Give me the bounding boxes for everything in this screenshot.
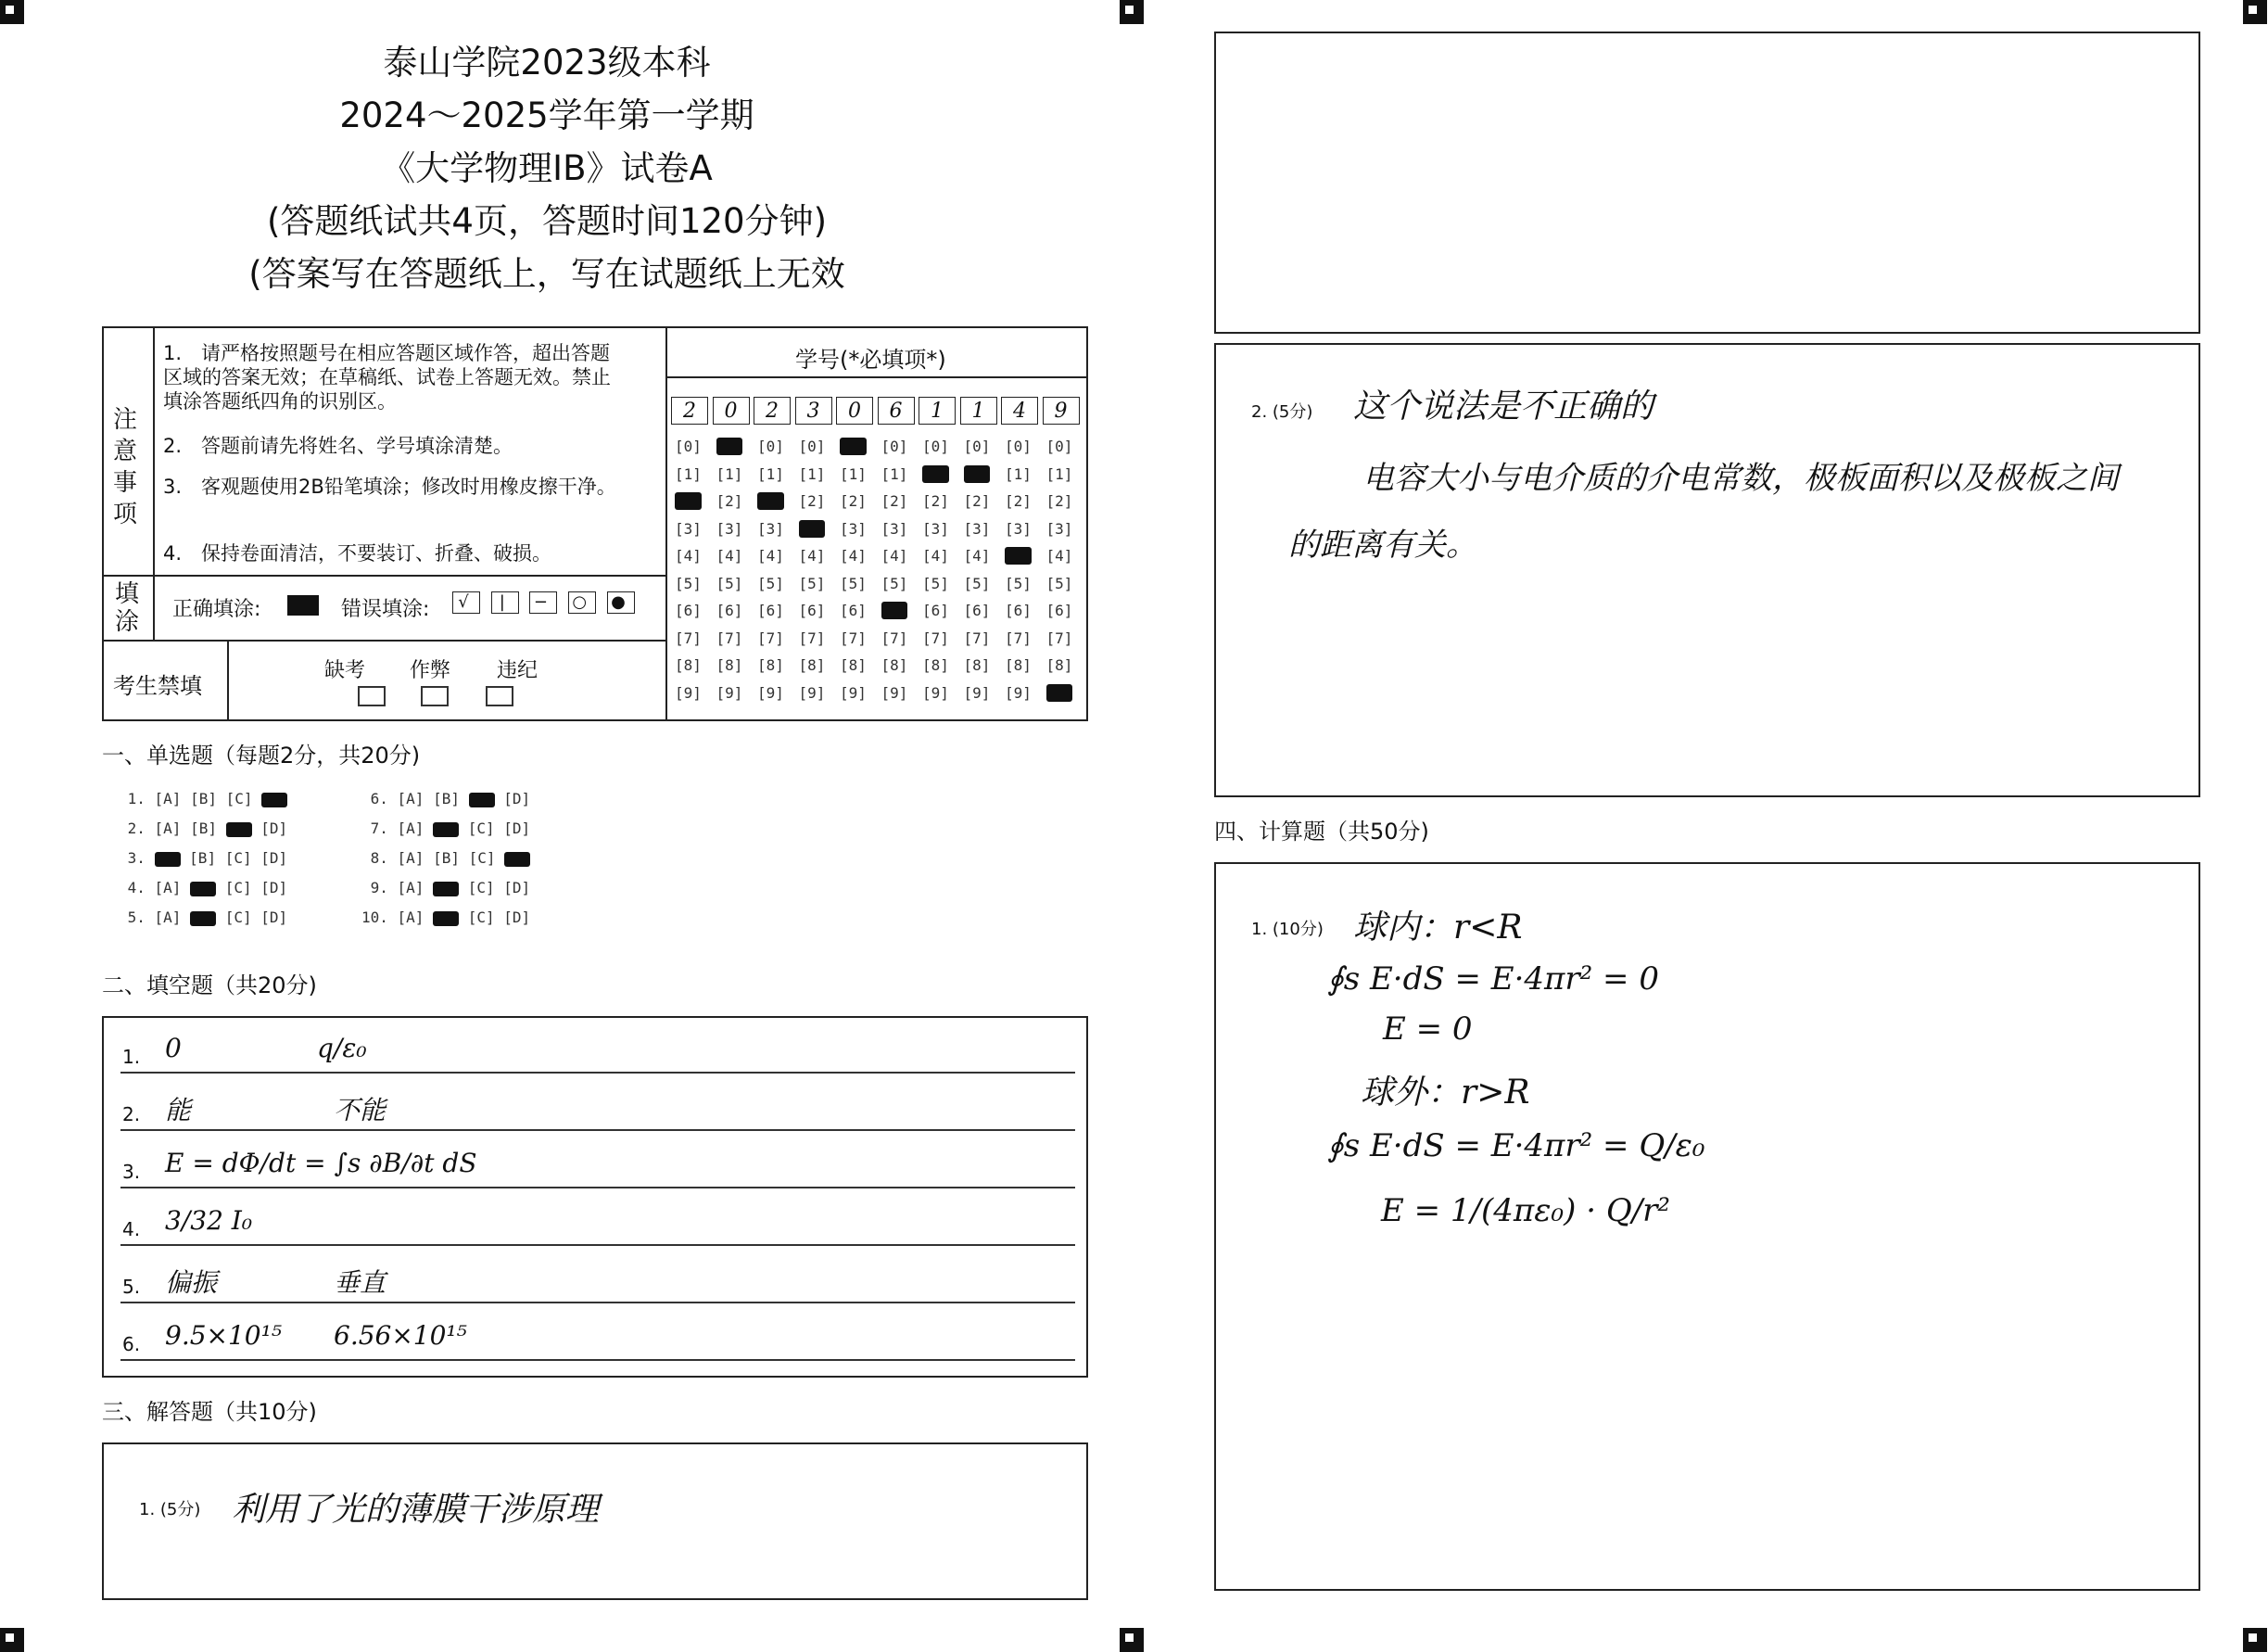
mc-option[interactable]: [C] — [468, 849, 496, 867]
section4-q1-line-1: 球内：r<R — [1353, 909, 1523, 947]
student-id-bubble[interactable]: [6] — [757, 602, 784, 619]
student-id-bubble[interactable]: [6] — [963, 602, 991, 619]
section3-q1-answer: 利用了光的薄膜干涉原理 — [232, 1491, 600, 1529]
student-id-bubble[interactable]: [5] — [963, 574, 991, 592]
corner-marker-bottom-right — [2243, 1628, 2267, 1652]
student-id-bubble-filled[interactable] — [799, 520, 826, 538]
student-id-bubble[interactable]: [2] — [922, 492, 949, 510]
header-line-5: (答案写在答题纸上，写在试题纸上无效 — [248, 254, 845, 294]
mc-question — [119, 790, 297, 807]
student-id-bubble[interactable]: [9] — [881, 683, 908, 702]
student-id-bubble[interactable]: [7] — [963, 629, 991, 647]
mc-option[interactable]: [B] — [190, 820, 217, 837]
student-id-bubble[interactable]: [5] — [881, 574, 908, 592]
student-id-bubble[interactable]: [8] — [798, 656, 826, 674]
student-id-bubble[interactable]: [4] — [675, 547, 702, 565]
student-id-bubble[interactable]: [6] — [1005, 602, 1032, 619]
student-id-bubble[interactable]: [4] — [716, 547, 743, 565]
mc-option[interactable]: [B] — [190, 790, 217, 807]
student-id-digit[interactable]: 3 — [795, 397, 832, 425]
mc-option[interactable]: [C] — [224, 879, 252, 896]
header-line-2: 2024～2025学年第一学期 — [339, 95, 754, 135]
student-id-bubble[interactable]: [0] — [1005, 438, 1032, 455]
corner-marker-top-left — [0, 0, 24, 24]
student-id-bubble-filled[interactable] — [675, 492, 702, 510]
mc-option[interactable]: [C] — [224, 909, 252, 926]
mc-option-filled[interactable] — [155, 852, 181, 867]
mc-option-filled[interactable] — [433, 911, 459, 926]
student-id-bubble-filled[interactable] — [881, 602, 908, 619]
student-id-bubble[interactable]: [0] — [881, 438, 908, 455]
corner-marker-bottom-middle — [1120, 1628, 1144, 1652]
student-id-bubble[interactable]: [0] — [922, 438, 949, 455]
blank-answer-a[interactable]: 3/32 I₀ — [165, 1205, 253, 1236]
mc-option[interactable]: [A] — [154, 879, 182, 896]
mc-option[interactable]: [A] — [397, 849, 424, 867]
mc-question-number: 10. — [361, 909, 398, 926]
student-id-bubble-filled[interactable] — [840, 438, 867, 455]
student-id-bubble[interactable]: [1] — [1045, 464, 1073, 483]
student-id-bubble[interactable]: [8] — [757, 656, 784, 674]
mc-question-number: 2. — [119, 820, 155, 837]
blank-number: 5. — [122, 1276, 141, 1298]
student-id-bubble[interactable]: [6] — [1045, 602, 1073, 619]
mc-option[interactable]: [B] — [433, 790, 460, 807]
student-id-bubble[interactable]: [8] — [963, 656, 991, 674]
student-id-bubble[interactable]: [7] — [840, 629, 867, 647]
student-id-bubble[interactable]: [9] — [798, 683, 826, 702]
section4-q1-label: 1. (10分) — [1251, 920, 1324, 939]
student-id-bubble[interactable]: [7] — [881, 629, 908, 647]
mc-option[interactable]: [D] — [503, 909, 531, 926]
mc-option[interactable]: [A] — [397, 790, 424, 807]
student-id-bubble[interactable]: [2] — [1045, 492, 1073, 510]
student-id-bubble[interactable]: [0] — [798, 438, 826, 455]
student-id-bubble-filled[interactable] — [922, 465, 949, 483]
forbid-option-violation: 违纪 — [497, 659, 538, 682]
blank-number: 4. — [122, 1218, 141, 1240]
header-line-3: 《大学物理IB》试卷A — [381, 148, 713, 188]
blank-answer-b[interactable]: 垂直 — [334, 1267, 386, 1298]
student-id-bubble[interactable]: [8] — [675, 656, 702, 674]
mc-option[interactable]: [C] — [225, 790, 253, 807]
student-id-bubble[interactable]: [5] — [675, 574, 702, 592]
mc-option-filled[interactable] — [226, 822, 252, 837]
header-line-1: 泰山学院2023级本科 — [383, 43, 711, 83]
student-id-bubble[interactable]: [9] — [1005, 683, 1032, 702]
mc-question — [119, 820, 297, 837]
student-id-digit[interactable]: 9 — [1043, 397, 1080, 425]
student-id-bubble[interactable]: [6] — [675, 602, 702, 619]
student-id-bubble[interactable]: [3] — [963, 519, 991, 538]
student-id-bubble[interactable]: [5] — [798, 574, 826, 592]
student-id-bubble[interactable]: [1] — [881, 464, 908, 483]
mc-question — [361, 790, 539, 807]
mc-question — [119, 909, 297, 926]
section4-q1-line-2: ∮s E·dS = E·4πr² = 0 — [1327, 960, 1659, 998]
student-id-digit[interactable]: 0 — [713, 397, 750, 425]
student-id-bubble[interactable]: [9] — [757, 683, 784, 702]
fill-label: 填涂 — [115, 580, 140, 636]
student-id-bubble[interactable]: [3] — [757, 519, 784, 538]
student-id-bubble[interactable]: [6] — [716, 602, 743, 619]
student-id-bubble[interactable]: [2] — [798, 492, 826, 510]
blank-number: 1. — [122, 1046, 141, 1068]
student-id-bubble[interactable]: [7] — [675, 629, 702, 647]
blank-number: 2. — [122, 1103, 141, 1125]
mc-option[interactable]: [A] — [397, 820, 424, 837]
student-id-digit[interactable]: 0 — [836, 397, 873, 425]
mc-option[interactable]: [D] — [503, 790, 531, 807]
mc-question — [361, 909, 539, 926]
student-id-digit[interactable]: 6 — [878, 397, 915, 425]
student-id-bubble[interactable]: [7] — [1005, 629, 1032, 647]
blank-answer-a[interactable]: 0 — [165, 1033, 182, 1063]
section2-title: 二、填空题（共20分) — [102, 972, 317, 998]
student-id-bubble[interactable]: [5] — [840, 574, 867, 592]
student-id-bubble[interactable]: [0] — [675, 438, 702, 455]
student-id-bubble[interactable]: [8] — [922, 656, 949, 674]
student-id-bubble-filled[interactable] — [716, 438, 743, 455]
blank-number: 3. — [122, 1161, 141, 1183]
student-id-bubble[interactable]: [0] — [757, 438, 784, 455]
student-id-bubble[interactable]: [0] — [963, 438, 991, 455]
mc-option[interactable]: [C] — [467, 820, 495, 837]
section3-q2-line-2: 电容大小与电介质的介电常数，极板面积以及极板之间 — [1362, 460, 2119, 497]
student-id-digit[interactable]: 2 — [754, 397, 791, 425]
student-id-bubble[interactable]: [3] — [922, 519, 949, 538]
student-id-bubble[interactable]: [4] — [963, 547, 991, 565]
corner-marker-top-middle — [1120, 0, 1144, 24]
wrong-fill-label: 错误填涂: — [341, 598, 430, 621]
mc-option-filled[interactable] — [469, 793, 495, 807]
forbid-label: 考生禁填 — [113, 673, 202, 699]
student-id-bubble-filled[interactable] — [757, 492, 784, 510]
mc-option-filled[interactable] — [433, 882, 459, 896]
student-id-bubble[interactable]: [7] — [716, 629, 743, 647]
student-id-bubble[interactable]: [1] — [798, 464, 826, 483]
header-line-4: (答题纸试共4页，答题时间120分钟) — [266, 201, 828, 241]
corner-marker-bottom-left — [0, 1628, 24, 1652]
student-id-bubble[interactable]: [2] — [840, 492, 867, 510]
mc-question — [361, 849, 539, 867]
student-id-bubble[interactable]: [7] — [1045, 629, 1073, 647]
student-id-bubble[interactable]: [3] — [881, 519, 908, 538]
student-id-bubble[interactable]: [9] — [922, 683, 949, 702]
student-id-bubble[interactable]: [0] — [1045, 438, 1073, 455]
notice-item-1: 1. 请严格按照题号在相应答题区域作答，超出答题区域的答案无效；在草稿纸、试卷上答题无效。禁止填涂答题纸四角的识别区。 — [163, 342, 611, 413]
mc-option[interactable]: [C] — [224, 849, 252, 867]
student-id-bubble[interactable]: [8] — [1045, 656, 1073, 674]
mc-question — [361, 820, 539, 837]
student-id-bubble[interactable]: [3] — [840, 519, 867, 538]
forbid-box-violation[interactable] — [486, 686, 513, 706]
mc-question-number: 9. — [361, 879, 398, 896]
blank-answer-a[interactable]: E = dΦ/dt = ∫s ∂B/∂t dS — [165, 1148, 477, 1178]
correct-fill-sample — [287, 595, 319, 616]
student-id-digit[interactable]: 1 — [919, 397, 956, 425]
student-id-bubble[interactable]: [5] — [1005, 574, 1032, 592]
mc-option[interactable]: [A] — [154, 820, 182, 837]
mc-option[interactable]: [A] — [397, 909, 424, 926]
student-id-bubble[interactable]: [8] — [716, 656, 743, 674]
mc-question-number: 8. — [361, 849, 398, 867]
mc-question-number: 7. — [361, 820, 398, 837]
notice-label: 注意事项 — [113, 406, 138, 528]
mc-question-number: 5. — [119, 909, 155, 926]
blank-underline — [120, 1129, 1075, 1131]
student-id-bubble[interactable]: [2] — [716, 492, 743, 510]
student-id-bubble[interactable]: [5] — [716, 574, 743, 592]
mc-option[interactable]: [D] — [260, 820, 288, 837]
student-id-bubble[interactable]: [5] — [1045, 574, 1073, 592]
student-id-bubble[interactable]: [4] — [798, 547, 826, 565]
section1-title: 一、单选题（每题2分，共20分) — [102, 743, 421, 769]
student-id-digit[interactable]: 2 — [671, 397, 708, 425]
section3-q2-label: 2. (5分) — [1251, 402, 1313, 422]
mc-option[interactable]: [B] — [189, 849, 217, 867]
forbid-box-cheat[interactable] — [421, 686, 449, 706]
student-id-bubble[interactable]: [2] — [1005, 492, 1032, 510]
wrong-fill-samples: √ | − ○ ● — [452, 591, 635, 614]
student-id-bubble[interactable]: [8] — [1005, 656, 1032, 674]
student-id-bubble[interactable]: [4] — [840, 547, 867, 565]
student-id-bubble[interactable]: [3] — [1045, 519, 1073, 538]
notice-item-3: 3. 客观题使用2B铅笔填涂；修改时用橡皮擦干净。 — [163, 476, 616, 498]
student-id-bubble[interactable]: [6] — [798, 602, 826, 619]
forbid-box-absent[interactable] — [358, 686, 386, 706]
student-id-bubble-filled[interactable] — [1005, 547, 1032, 565]
mc-option[interactable]: [A] — [154, 790, 182, 807]
blank-answer-a[interactable]: 偏振 — [165, 1267, 218, 1298]
forbid-option-cheat: 作弊 — [410, 659, 451, 682]
mc-question — [361, 879, 539, 896]
corner-marker-top-right — [2243, 0, 2267, 24]
section4-q1-line-5: ∮s E·dS = E·4πr² = Q/ε₀ — [1327, 1127, 1705, 1164]
mc-option-filled[interactable] — [433, 822, 459, 837]
section3-title: 三、解答题（共10分) — [102, 1399, 317, 1425]
section4-q1-line-6: E = 1/(4πε₀) · Q/r² — [1381, 1192, 1671, 1229]
mc-option[interactable]: [C] — [467, 879, 495, 896]
mc-option[interactable]: [D] — [503, 820, 531, 837]
student-id-bubble[interactable]: [2] — [881, 492, 908, 510]
section3-q1-label: 1. (5分) — [139, 1500, 201, 1519]
student-id-bubble[interactable]: [1] — [716, 464, 743, 483]
student-id-bubble[interactable]: [1] — [1005, 464, 1032, 483]
student-id-bubble[interactable]: [9] — [675, 683, 702, 702]
mc-question-number: 6. — [361, 790, 398, 807]
student-id-bubble[interactable]: [4] — [1045, 547, 1073, 565]
blank-underline — [120, 1302, 1075, 1303]
correct-fill-label: 正确填涂: — [172, 598, 261, 621]
student-id-bubble[interactable]: [1] — [757, 464, 784, 483]
blank-answer-b[interactable]: q/ε₀ — [317, 1033, 367, 1063]
mc-question — [119, 879, 297, 896]
student-id-bubble[interactable]: [9] — [963, 683, 991, 702]
student-id-bubble[interactable]: [3] — [1005, 519, 1032, 538]
student-id-bubble[interactable]: [2] — [963, 492, 991, 510]
mc-option-filled[interactable] — [190, 882, 216, 896]
mc-question-number: 4. — [119, 879, 155, 896]
mc-option-filled[interactable] — [504, 852, 530, 867]
student-id-bubble[interactable]: [7] — [757, 629, 784, 647]
section3-q2-line-3: 的距离有关。 — [1288, 527, 1477, 564]
student-id-bubble[interactable]: [4] — [881, 547, 908, 565]
blank-underline — [120, 1359, 1075, 1361]
forbid-option-absent: 缺考 — [324, 659, 366, 682]
blank-answer-b[interactable]: 不能 — [334, 1095, 386, 1125]
student-id-title: 学号(*必填项*) — [795, 347, 946, 373]
mc-option[interactable]: [D] — [260, 849, 288, 867]
section4-q1-line-4: 球外：r>R — [1361, 1074, 1530, 1112]
student-id-bubble[interactable]: [1] — [675, 464, 702, 483]
mc-question — [119, 849, 297, 867]
student-id-bubble[interactable]: [1] — [840, 464, 867, 483]
mc-option[interactable]: [D] — [503, 879, 531, 896]
blank-underline — [120, 1244, 1075, 1246]
section4-q1-line-3: E = 0 — [1383, 1010, 1473, 1048]
student-id-bubble[interactable]: [6] — [922, 602, 949, 619]
student-id-digit[interactable]: 1 — [960, 397, 997, 425]
mc-option-filled[interactable] — [261, 793, 287, 807]
right-top-box — [1214, 32, 2200, 334]
student-id-bubble[interactable]: [9] — [840, 683, 867, 702]
blank-answer-a[interactable]: 能 — [165, 1095, 192, 1125]
student-id-digit[interactable]: 4 — [1001, 397, 1038, 425]
mc-option-filled[interactable] — [190, 911, 216, 926]
student-id-bubble[interactable]: [8] — [840, 656, 867, 674]
blank-underline — [120, 1072, 1075, 1074]
notice-item-2: 2. 答题前请先将姓名、学号填涂清楚。 — [163, 435, 513, 457]
blank-underline — [120, 1187, 1075, 1188]
student-id-bubble[interactable]: [8] — [881, 656, 908, 674]
mc-option[interactable]: [D] — [260, 879, 288, 896]
mc-question-number: 3. — [119, 849, 155, 867]
student-id-bubble[interactable]: [5] — [922, 574, 949, 592]
student-id-bubble[interactable]: [4] — [922, 547, 949, 565]
mc-option[interactable]: [C] — [467, 909, 495, 926]
section3-q2-line-1: 这个说法是不正确的 — [1353, 388, 1654, 426]
notice-item-4: 4. 保持卷面清洁，不要装订、折叠、破损。 — [163, 542, 552, 565]
student-id-bubble-filled[interactable] — [1046, 684, 1073, 702]
mc-option[interactable]: [B] — [433, 849, 460, 867]
student-id-bubble[interactable]: [3] — [675, 519, 702, 538]
student-id-bubble[interactable]: [7] — [922, 629, 949, 647]
student-id-bubble[interactable]: [6] — [840, 602, 867, 619]
mc-option[interactable]: [A] — [154, 909, 182, 926]
student-id-bubble[interactable]: [7] — [798, 629, 826, 647]
blank-number: 6. — [122, 1333, 141, 1355]
student-id-bubble[interactable]: [9] — [716, 683, 743, 702]
student-id-bubble-filled[interactable] — [964, 465, 991, 483]
section4-title: 四、计算题（共50分) — [1214, 819, 1429, 845]
mc-question-number: 1. — [119, 790, 155, 807]
mc-option[interactable]: [A] — [397, 879, 424, 896]
student-id-bubble[interactable]: [3] — [716, 519, 743, 538]
mc-option[interactable]: [D] — [260, 909, 288, 926]
student-id-bubble[interactable]: [4] — [757, 547, 784, 565]
blank-answer-b[interactable]: 6.56×10¹⁵ — [334, 1320, 467, 1351]
student-id-bubble[interactable]: [5] — [757, 574, 784, 592]
blank-answer-a[interactable]: 9.5×10¹⁵ — [165, 1320, 283, 1351]
